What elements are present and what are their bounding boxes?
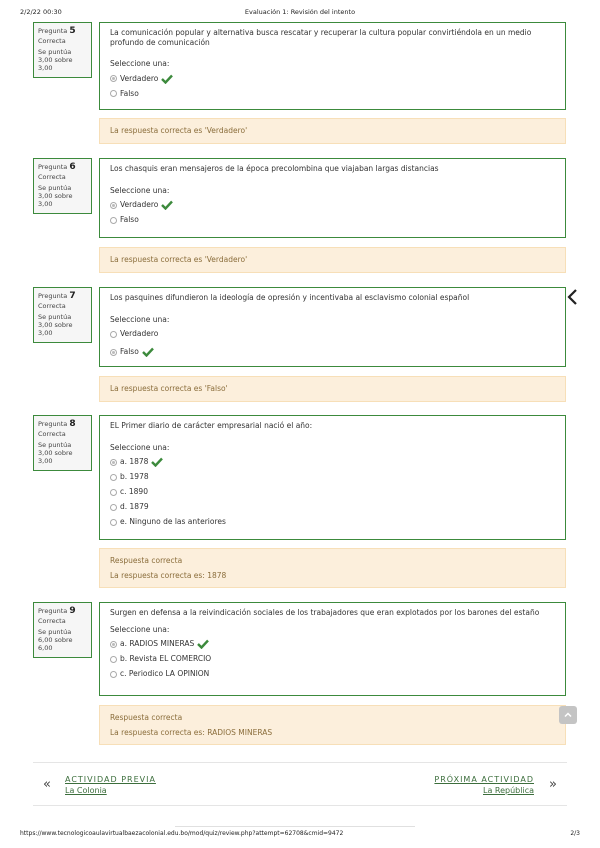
check-icon: [151, 457, 163, 467]
question-feedback: [99, 548, 566, 588]
answer-option[interactable]: [110, 502, 555, 512]
question-info: [33, 415, 92, 471]
option-label: Verdadero: [120, 73, 159, 83]
question-state: Correcta: [38, 302, 66, 310]
question-state: Correcta: [38, 37, 66, 45]
answer-prompt: Seleccione una:: [110, 314, 170, 324]
question-grade: Se puntúa 3,00 sobre 3,00: [38, 48, 73, 72]
option-label: b. Revista EL COMERCIO: [120, 654, 212, 664]
chevron-up-icon: [559, 706, 577, 724]
question-feedback: [99, 247, 566, 273]
feedback-status: Respuesta correcta: [110, 556, 183, 565]
answer-option[interactable]: [110, 329, 555, 339]
chevron-left-icon: [566, 288, 580, 306]
answer-prompt: Seleccione una:: [110, 59, 170, 68]
answer-option[interactable]: [110, 215, 555, 225]
question-text: EL Primer diario de carácter empresarial nació el año:: [110, 421, 313, 430]
next-activity-label[interactable]: PRÓXIMA ACTIVIDAD: [434, 775, 534, 784]
drawer-toggle-button[interactable]: [566, 288, 580, 306]
question-grade: Se puntúa 6,00 sobre 6,00: [38, 628, 73, 652]
next-activity-name[interactable]: La República: [483, 786, 534, 795]
radio-button[interactable]: [110, 349, 117, 356]
question-text: Los pasquines difundieron la ideología de opresión y incentivaba al esclavismo colonial español: [110, 293, 470, 302]
option-label: Verdadero: [120, 200, 159, 210]
answer-option[interactable]: [110, 89, 555, 99]
radio-button[interactable]: [110, 459, 117, 466]
radio-button[interactable]: [110, 504, 117, 511]
option-label: Falso: [120, 88, 139, 98]
print-title: Evaluación 1: Revisión del intento: [244, 8, 356, 16]
question-feedback: [99, 705, 566, 745]
answer-option[interactable]: [110, 457, 555, 467]
answer-prompt: Seleccione una:: [110, 185, 170, 195]
footer-divider: [175, 826, 415, 827]
right-answer: La respuesta correcta es 'Falso': [110, 384, 228, 393]
prev-activity-label[interactable]: ACTIVIDAD PREVIA: [65, 775, 156, 784]
option-label: Falso: [120, 347, 139, 357]
next-arrow-icon[interactable]: »: [549, 777, 557, 792]
option-label: Falso: [120, 215, 139, 225]
check-icon: [197, 639, 209, 649]
question-state: Correcta: [38, 173, 66, 181]
question-feedback: [99, 118, 566, 144]
question-content: [99, 287, 566, 367]
radio-button[interactable]: [110, 489, 117, 496]
option-label: c. 1890: [120, 487, 148, 497]
check-icon: [161, 200, 173, 210]
question-grade: Se puntúa 3,00 sobre 3,00: [38, 313, 73, 337]
print-date: 2/2/22 00:30: [20, 8, 62, 16]
question-number: Pregunta 8: [38, 419, 76, 429]
answer-option[interactable]: [110, 639, 555, 649]
radio-button[interactable]: [110, 519, 117, 526]
question-grade: Se puntúa 3,00 sobre 3,00: [38, 441, 73, 465]
option-label: e. Ninguno de las anteriores: [120, 517, 226, 527]
radio-button[interactable]: [110, 75, 117, 82]
radio-button[interactable]: [110, 331, 117, 338]
radio-button[interactable]: [110, 474, 117, 481]
answer-option[interactable]: [110, 487, 555, 497]
radio-button[interactable]: [110, 671, 117, 678]
right-answer: La respuesta correcta es: 1878: [110, 571, 227, 580]
question-number: Pregunta 7: [38, 291, 76, 301]
radio-button[interactable]: [110, 90, 117, 97]
question-number: Pregunta 9: [38, 606, 76, 616]
question-text: Surgen en defensa a la reivindicación sociales de los trabajadores que eran explotados por los barones del estaño: [110, 608, 540, 617]
right-answer: La respuesta correcta es 'Verdadero': [110, 255, 248, 264]
answer-option[interactable]: [110, 200, 555, 210]
question-grade: Se puntúa 3,00 sobre 3,00: [38, 184, 73, 208]
next-activity-link[interactable]: [434, 774, 534, 796]
feedback-status: Respuesta correcta: [110, 713, 183, 722]
check-icon: [161, 74, 173, 84]
question-number: Pregunta 6: [38, 162, 76, 172]
question-state: Correcta: [38, 430, 66, 438]
question-content: [99, 22, 566, 110]
radio-button[interactable]: [110, 202, 117, 209]
activity-navigation: [33, 762, 567, 806]
answer-option[interactable]: [110, 472, 555, 482]
right-answer: La respuesta correcta es 'Verdadero': [110, 126, 248, 135]
question-text: La comunicación popular y alternativa busca rescatar y recuperar la cultura popular convirtiéndola en un medio profundo de comunicación: [110, 28, 532, 47]
print-url: https://www.tecnologicoaulavirtualbaezacolonial.edu.bo/mod/quiz/review.php?attempt=62708&cmid=9472: [20, 830, 344, 837]
question-content: [99, 602, 566, 696]
check-icon: [142, 347, 154, 357]
question-info: [33, 602, 92, 658]
option-label: Verdadero: [120, 329, 159, 339]
question-text: Los chasquis eran mensajeros de la época precolombina que viajaban largas distancias: [110, 164, 439, 173]
answer-option[interactable]: [110, 669, 555, 679]
answer-option[interactable]: [110, 74, 555, 84]
question-info: [33, 22, 92, 78]
scroll-top-button[interactable]: [559, 706, 577, 724]
question-content: [99, 415, 566, 540]
option-label: d. 1879: [120, 502, 149, 512]
print-footer: [20, 830, 580, 837]
answer-option[interactable]: [110, 517, 555, 527]
option-label: a. RADIOS MINERAS: [120, 639, 195, 649]
radio-button[interactable]: [110, 656, 117, 663]
option-label: a. 1878: [120, 457, 149, 467]
radio-button[interactable]: [110, 641, 117, 648]
question-info: [33, 158, 92, 214]
answer-option[interactable]: [110, 654, 555, 664]
print-page-number: 2/3: [570, 830, 580, 837]
question-number: Pregunta 5: [38, 26, 76, 36]
answer-prompt: Seleccione una:: [110, 442, 170, 452]
question-info: [33, 287, 92, 343]
prev-activity-link[interactable]: [65, 774, 156, 796]
option-label: c. Periodico LA OPINION: [120, 669, 210, 679]
option-label: b. 1978: [120, 472, 149, 482]
prev-arrow-icon[interactable]: «: [43, 777, 51, 792]
right-answer: La respuesta correcta es: RADIOS MINERAS: [110, 728, 273, 737]
answer-option[interactable]: [110, 347, 555, 357]
question-content: [99, 158, 566, 238]
prev-activity-name[interactable]: La Colonia: [65, 786, 107, 795]
question-feedback: [99, 376, 566, 402]
question-state: Correcta: [38, 617, 66, 625]
answer-prompt: Seleccione una:: [110, 624, 170, 634]
radio-button[interactable]: [110, 217, 117, 224]
